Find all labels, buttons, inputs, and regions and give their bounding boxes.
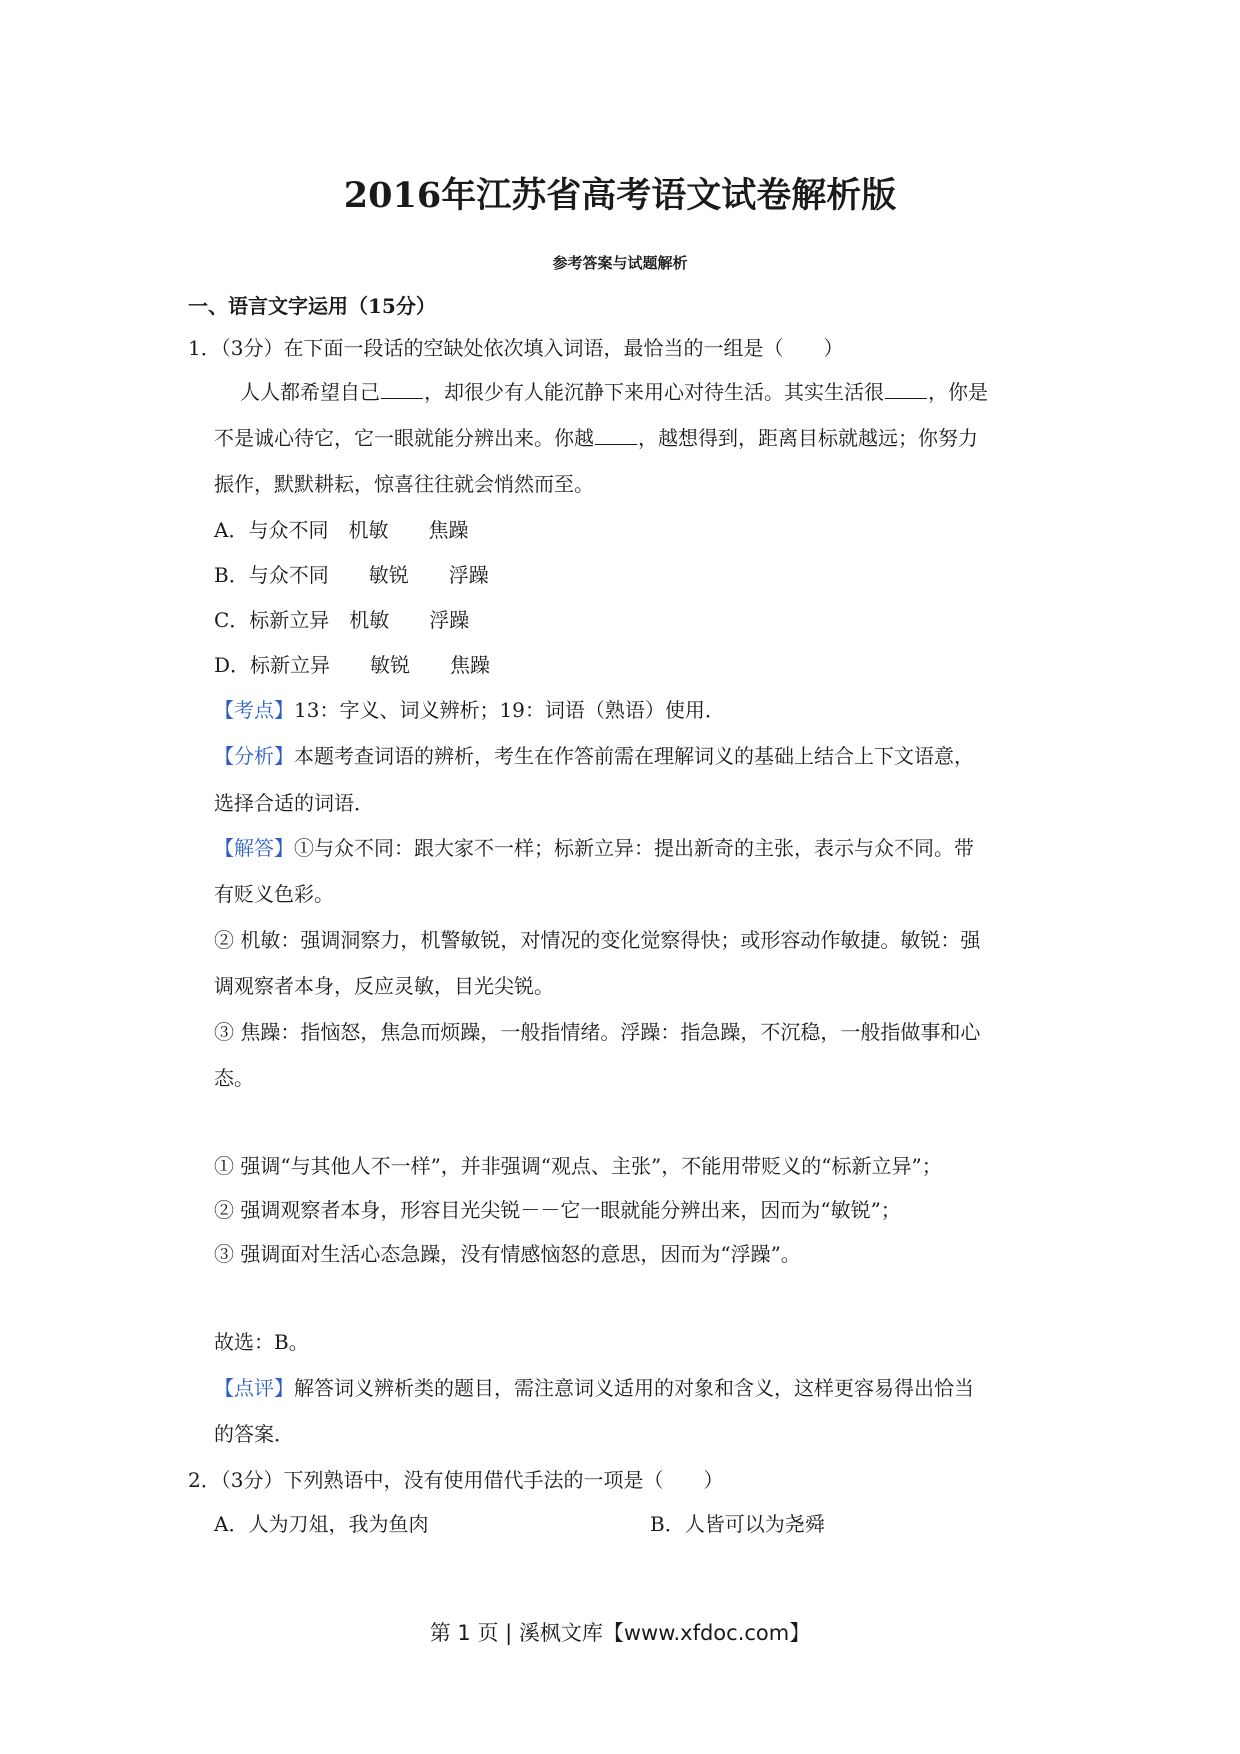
q1-passage-line2 (214, 424, 978, 452)
fenxi-text: 本题考查词语的辨析，考生在作答前需在理解词义的基础上结合上下文语意， (294, 744, 974, 768)
document-subtitle: 参考答案与试题解析 (552, 254, 688, 272)
q1-reason-3: ③ 强调面对生活心态急躁，没有情感恼怒的意思，因而为“浮躁”。 (214, 1242, 801, 1266)
q2-option-b: B．人皆可以为尧舜 (650, 1512, 825, 1536)
q1-fenxi (214, 742, 974, 770)
q1-jieda-point2: ② 机敏：强调洞察力，机警敏锐，对情况的变化觉察得快；或形容动作敏捷。敏锐：强 (214, 928, 981, 952)
q1-option-a: A．与众不同 机敏 焦躁 (214, 518, 469, 542)
q1-reason-2: ② 强调观察者本身，形容目光尖锐－－它一眼就能分辨出来，因而为“敏锐”； (214, 1198, 901, 1222)
passage-text: ，你是 (928, 380, 988, 404)
q2-option-a: A．人为刀俎，我为鱼肉 (214, 1512, 429, 1536)
document-title: 2016年江苏省高考语文试卷解析版 (343, 175, 897, 216)
q1-jieda (214, 834, 974, 862)
q1-fenxi-cont: 选择合适的词语． (214, 791, 374, 815)
q2-stem: 2．（3分）下列熟语中，没有使用借代手法的一项是（ ） (188, 1468, 724, 1492)
answer-blank (595, 426, 637, 445)
q1-jieda-point3-cont: 态。 (214, 1066, 254, 1090)
kaodian-text: 13：字义、词义辨析；19：词语（熟语）使用． (294, 698, 725, 722)
q1-dianping-cont: 的答案． (214, 1422, 294, 1446)
page-footer: 第 1 页 | 溪枫文库【www.xfdoc.com】 (429, 1621, 811, 1645)
answer-blank (381, 380, 423, 399)
passage-text: ，越想得到，距离目标就越远；你努力 (638, 426, 978, 450)
q1-reason-1: ① 强调“与其他人不一样”，并非强调“观点、主张”，不能用带贬义的“标新立异”； (214, 1154, 942, 1178)
jieda-text: ①与众不同：跟大家不一样；标新立异：提出新奇的主张，表示与众不同。带 (294, 836, 974, 860)
section-heading: 一、语言文字运用（15分） (188, 294, 436, 318)
jieda-tag: 【解答】 (214, 836, 294, 860)
q1-option-b: B．与众不同 敏锐 浮躁 (214, 563, 489, 587)
q1-dianping (214, 1374, 974, 1402)
q1-jieda-cont: 有贬义色彩。 (214, 882, 334, 906)
dianping-tag: 【点评】 (214, 1376, 294, 1400)
passage-text: 人人都希望自己 (240, 380, 380, 404)
passage-text: 不是诚心待它，它一眼就能分辨出来。你越 (214, 426, 594, 450)
fenxi-tag: 【分析】 (214, 744, 294, 768)
q1-answer: 故选：B。 (214, 1330, 309, 1354)
kaodian-tag: 【考点】 (214, 698, 294, 722)
q1-kaodian (214, 696, 725, 724)
q1-option-d: D．标新立异 敏锐 焦躁 (214, 653, 491, 677)
q1-option-c: C．标新立异 机敏 浮躁 (214, 608, 470, 632)
q1-passage-line1 (240, 378, 988, 406)
q1-stem: 1．（3分）在下面一段话的空缺处依次填入词语，最恰当的一组是（ ） (188, 336, 844, 360)
dianping-text: 解答词义辨析类的题目，需注意词义适用的对象和含义，这样更容易得出恰当 (294, 1376, 974, 1400)
passage-text: ，却很少有人能沉静下来用心对待生活。其实生活很 (424, 380, 884, 404)
q1-jieda-point2-cont: 调观察者本身，反应灵敏，目光尖锐。 (214, 974, 554, 998)
answer-blank (885, 380, 927, 399)
q1-jieda-point3: ③ 焦躁：指恼怒，焦急而烦躁，一般指情绪。浮躁：指急躁，不沉稳，一般指做事和心 (214, 1020, 981, 1044)
q1-passage-line3: 振作，默默耕耘，惊喜往往就会悄然而至。 (214, 472, 594, 496)
